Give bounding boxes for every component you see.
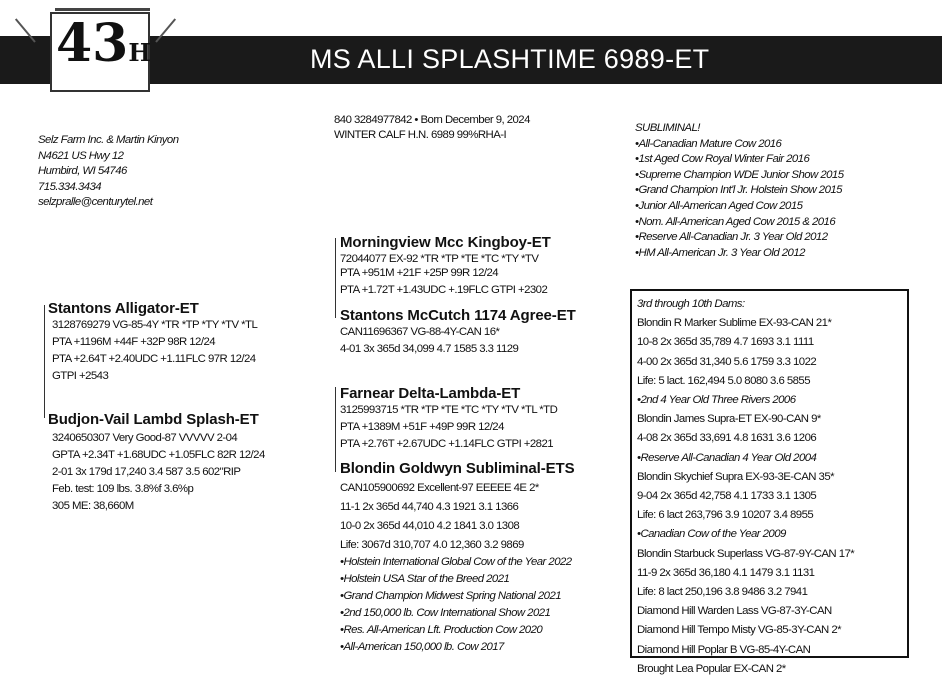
second-dam-line: 11-1 2x 365d 44,740 4.3 1921 3.1 1366 — [340, 501, 519, 513]
dam-honor: •Reserve All-Canadian 4 Year Old 2004 — [637, 451, 817, 464]
dam-line: 2-01 3x 179d 17,240 3.4 587 3.5 602"RIP — [52, 466, 241, 478]
dam-record: 10-8 2x 365d 35,789 4.7 1693 3.1 1111 — [637, 336, 814, 349]
subliminal-honor: •Nom. All-American Aged Cow 2015 & 2016 — [635, 215, 836, 228]
consignor-phone: 715.334.3434 — [38, 180, 102, 193]
second-dam-honor: •2nd 150,000 lb. Cow International Show 2021 — [340, 607, 551, 619]
subliminal-honor: •All-Canadian Mature Cow 2016 — [635, 137, 782, 150]
dam-entry: Blondin Skychief Supra EX-93-3E-CAN 35* — [637, 470, 834, 483]
second-dam-honor: •Holstein International Global Cow of the Year 2022 — [340, 556, 572, 568]
dam-entry: Diamond Hill Tempo Misty VG-85-3Y-CAN 2* — [637, 624, 841, 637]
lot-suffix: H — [128, 38, 152, 67]
dam-entry: Diamond Hill Poplar B VG-85-4Y-CAN — [637, 643, 811, 656]
dam-line: GPTA +2.34T +1.68UDC +1.05FLC 82R 12/24 — [52, 449, 265, 461]
dam-sire-sire-block — [48, 300, 257, 383]
hanger-rod — [55, 8, 150, 11]
dam-entry: Blondin James Supra-ET EX-90-CAN 9* — [637, 413, 821, 426]
dam-sire-sire-line: PTA +2.64T +2.40UDC +1.11FLC 97R 12/24 — [52, 353, 256, 365]
dam-sire-sire-line: GTPI +2543 — [52, 370, 109, 382]
consignor-city: Humbird, WI 54746 — [38, 165, 127, 177]
ancestral-dams-list — [637, 295, 854, 679]
sire-line: PTA +951M +21F +25P 99R 12/24 — [340, 267, 499, 279]
pedigree-line-sire — [335, 238, 336, 318]
dam-record: Life: 5 lact. 162,494 5.0 8080 3.6 5855 — [637, 374, 810, 387]
dams-box-title: 3rd through 10th Dams: — [637, 298, 745, 310]
dam-honor: •2nd 4 Year Old Three Rivers 2006 — [637, 394, 796, 407]
subliminal-honor: •1st Aged Cow Royal Winter Fair 2016 — [635, 153, 810, 166]
dam-name: Budjon-Vail Lambd Splash-ET — [48, 411, 259, 428]
second-dam-line: CAN105900692 Excellent-97 EEEEE 4E 2* — [340, 482, 539, 494]
dam-entry: Diamond Hill Warden Lass VG-87-3Y-CAN — [637, 605, 832, 618]
second-dam-line: 10-0 2x 365d 44,010 4.2 1841 3.0 1308 — [340, 520, 520, 532]
second-dam-name: Blondin Goldwyn Subliminal-ETS — [340, 460, 575, 477]
second-dam-honor: •Holstein USA Star of the Breed 2021 — [340, 573, 510, 585]
pedigree-line-dam — [44, 305, 45, 418]
dam-entry: Brought Lea Popular EX-CAN 2* — [637, 662, 786, 675]
second-dam-line: Life: 3067d 310,707 4.0 12,360 3.2 9869 — [340, 539, 524, 551]
second-dam-block — [340, 460, 575, 654]
dam-record: Life: 6 lact 263,796 3.9 10207 3.4 8955 — [637, 509, 814, 522]
lot-number: 43H — [56, 13, 152, 74]
dam-sire-sire-name: Stantons Alligator-ET — [48, 300, 199, 317]
second-dam-honor: •Grand Champion Midwest Spring National 2021 — [340, 590, 562, 602]
sire-block — [340, 234, 551, 297]
dam-record: 9-04 2x 365d 42,758 4.1 1733 3.1 1305 — [637, 490, 817, 503]
consignor-block — [38, 133, 179, 211]
dam-sire-block — [340, 385, 557, 451]
consignor-email: selzpralle@centurytel.net — [38, 196, 153, 208]
subliminal-honor: •Supreme Champion WDE Junior Show 2015 — [635, 168, 844, 181]
consignor-address: N4621 US Hwy 12 — [38, 149, 124, 162]
dam-block — [48, 411, 265, 513]
sire-line: 72044077 EX-92 *TR *TP *TE *TC *TY *TV — [340, 253, 539, 265]
sire-dam-line: CAN11696367 VG-88-4Y-CAN 16* — [340, 326, 500, 338]
subliminal-honor: •Reserve All-Canadian Jr. 3 Year Old 2012 — [635, 231, 828, 244]
dam-entry: Blondin R Marker Sublime EX-93-CAN 21* — [637, 317, 832, 330]
dam-record: 4-00 2x 365d 31,340 5.6 1759 3.3 1022 — [637, 355, 817, 368]
dam-honor: •Canadian Cow of the Year 2009 — [637, 528, 786, 541]
dam-line: 305 ME: 38,660M — [52, 500, 134, 512]
animal-name-title: MS ALLI SPLASHTIME 6989-ET — [310, 44, 710, 74]
second-dam-honor: •All-American 150,000 lb. Cow 2017 — [340, 641, 504, 653]
subliminal-title: SUBLIMINAL! — [635, 122, 700, 134]
pedigree-line-dam-sire — [335, 387, 336, 472]
dam-record: 4-08 2x 365d 33,691 4.8 1631 3.6 1206 — [637, 432, 817, 445]
sire-line: PTA +1.72T +1.43UDC +.19FLC GTPI +2302 — [340, 284, 548, 296]
dam-entry: Blondin Starbuck Superlass VG-87-9Y-CAN 17* — [637, 547, 855, 560]
dam-sire-name: Farnear Delta-Lambda-ET — [340, 385, 521, 402]
dam-record: Life: 8 lact 250,196 3.8 9486 3.2 7941 — [637, 586, 808, 599]
sire-dam-name: Stantons McCutch 1174 Agree-ET — [340, 307, 576, 324]
subliminal-honor: •Grand Champion Int'l Jr. Holstein Show 2015 — [635, 184, 842, 197]
dam-sire-sire-line: PTA +1196M +44F +32P 98R 12/24 — [52, 336, 216, 348]
sire-dam-line: 4-01 3x 365d 34,099 4.7 1585 3.3 1129 — [340, 343, 519, 355]
dam-line: 3240650307 Very Good-87 VVVVV 2-04 — [52, 432, 238, 444]
dam-sire-line: PTA +1389M +51F +49P 99R 12/24 — [340, 421, 504, 433]
animal-id-block — [334, 113, 530, 143]
second-dam-honor: •Res. All-American Lft. Production Cow 2020 — [340, 624, 543, 636]
dam-sire-line: PTA +2.76T +2.67UDC +1.14FLC GTPI +2821 — [340, 438, 554, 450]
sire-dam-block — [340, 307, 576, 356]
registration-line: 840 3284977842 • Born December 9, 2024 — [334, 114, 530, 126]
subliminal-honor: •HM All-American Jr. 3 Year Old 2012 — [635, 246, 805, 259]
consignor-name: Selz Farm Inc. & Martin Kinyon — [38, 134, 179, 146]
dam-sire-line: 3125993715 *TR *TP *TE *TC *TY *TV *TL *TD — [340, 404, 558, 416]
dam-record: 11-9 2x 365d 36,180 4.1 1479 3.1 1131 — [637, 566, 815, 579]
subliminal-honor: •Junior All-American Aged Cow 2015 — [635, 199, 803, 212]
sire-name: Morningview Mcc Kingboy-ET — [340, 234, 551, 251]
dam-sire-sire-line: 3128769279 VG-85-4Y *TR *TP *TY *TV *TL — [52, 319, 258, 331]
class-line: WINTER CALF H.N. 6989 99%RHA-I — [334, 129, 507, 141]
subliminal-block — [635, 121, 843, 261]
dam-line: Feb. test: 109 lbs. 3.8%f 3.6%p — [52, 483, 194, 495]
